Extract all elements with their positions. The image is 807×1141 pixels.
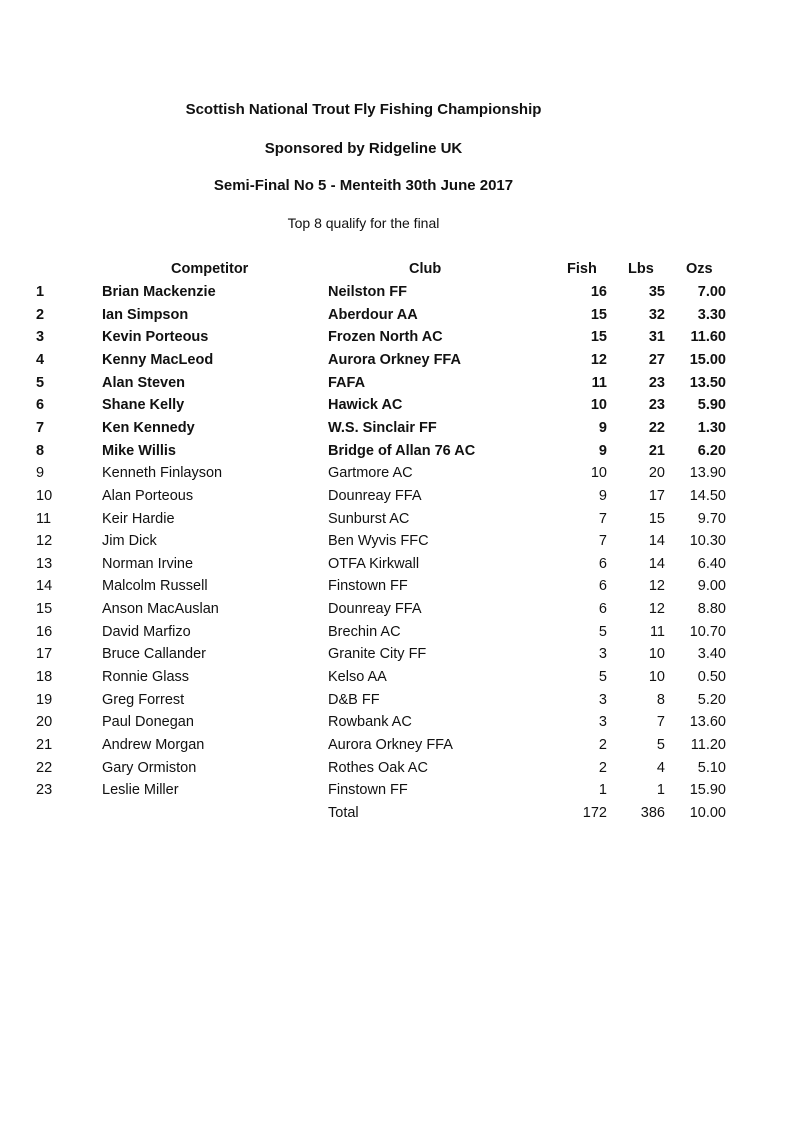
- weight-ozs: 10.30: [689, 533, 726, 550]
- position: 9: [36, 465, 45, 482]
- position: 14: [36, 578, 53, 595]
- weight-lbs: 7: [656, 714, 665, 731]
- fish-count: 7: [598, 533, 607, 550]
- position: 1: [36, 284, 45, 300]
- fish-count: 2: [598, 737, 607, 753]
- weight-lbs: 12: [648, 578, 665, 595]
- total-ozs: 10.00: [689, 804, 726, 821]
- club-name: Gartmore AC: [328, 465, 413, 482]
- fish-count: 9: [598, 419, 607, 436]
- table-row: [0, 443, 807, 466]
- club-name: D&B FF: [328, 691, 380, 708]
- table-row: [0, 624, 807, 647]
- header-ozs: Ozs: [686, 261, 713, 277]
- position: 16: [36, 623, 53, 640]
- weight-ozs: 6.40: [697, 555, 726, 572]
- fish-count: 3: [598, 646, 607, 663]
- table-row: [0, 420, 807, 443]
- weight-lbs: 8: [656, 691, 665, 708]
- competitor-name: Shane Kelly: [102, 397, 185, 414]
- weight-ozs: 3.40: [697, 646, 726, 663]
- weight-lbs: 15: [648, 510, 665, 527]
- sponsor-line: Sponsored by Ridgeline UK: [264, 140, 463, 157]
- club-name: Dounreay FFA: [328, 487, 422, 504]
- fish-count: 6: [598, 601, 607, 618]
- club-name: OTFA Kirkwall: [328, 555, 420, 572]
- club-name: Sunburst AC: [328, 510, 410, 527]
- table-row: [0, 578, 807, 601]
- club-name: Aurora Orkney FFA: [328, 737, 453, 753]
- weight-lbs: 17: [648, 487, 665, 504]
- table-row: [0, 329, 807, 352]
- table-row: [0, 307, 807, 330]
- position: 3: [36, 329, 45, 346]
- position: 23: [36, 782, 53, 799]
- position: 15: [36, 601, 53, 618]
- weight-ozs: 6.20: [697, 442, 726, 459]
- club-name: Aberdour AA: [328, 306, 418, 323]
- weight-lbs: 4: [656, 759, 665, 776]
- fish-count: 11: [591, 374, 607, 391]
- position: 17: [36, 646, 53, 663]
- competitor-name: Ken Kennedy: [102, 419, 195, 436]
- weight-ozs: 13.50: [689, 374, 726, 391]
- position: 21: [36, 737, 53, 753]
- club-name: Frozen North AC: [328, 329, 443, 346]
- weight-ozs: 5.90: [697, 397, 726, 414]
- weight-ozs: 9.70: [697, 510, 726, 527]
- weight-ozs: 14.50: [689, 487, 726, 504]
- competitor-name: David Marfizo: [102, 623, 191, 640]
- table-row: [0, 646, 807, 669]
- competitor-name: Anson MacAuslan: [102, 601, 219, 618]
- competitor-name: Alan Porteous: [102, 487, 194, 504]
- weight-ozs: 13.60: [689, 714, 726, 731]
- weight-ozs: 5.10: [697, 759, 726, 776]
- fish-count: 3: [598, 714, 607, 731]
- club-name: Aurora Orkney FFA: [328, 351, 461, 368]
- table-row: [0, 488, 807, 511]
- club-name: Rowbank AC: [328, 714, 412, 731]
- weight-lbs: 31: [648, 329, 665, 346]
- competitor-name: Brian Mackenzie: [102, 284, 216, 300]
- header-lbs: Lbs: [628, 261, 654, 277]
- competitor-name: Kevin Porteous: [102, 329, 209, 346]
- weight-lbs: 10: [648, 669, 665, 686]
- table-row: [0, 352, 807, 375]
- table-row: [0, 284, 807, 307]
- position: 11: [36, 510, 52, 527]
- fish-count: 16: [590, 284, 607, 300]
- fish-count: 9: [598, 442, 607, 459]
- table-row: [0, 714, 807, 737]
- club-name: Ben Wyvis FFC: [328, 533, 429, 550]
- competitor-name: Greg Forrest: [102, 691, 185, 708]
- fish-count: 6: [598, 578, 607, 595]
- weight-ozs: 8.80: [697, 601, 726, 618]
- position: 13: [36, 555, 53, 572]
- club-name: Granite City FF: [328, 646, 427, 663]
- fish-count: 12: [590, 351, 607, 368]
- position: 10: [36, 487, 53, 504]
- competitor-name: Leslie Miller: [102, 782, 179, 799]
- header-competitor: Competitor: [171, 261, 249, 277]
- club-name: FAFA: [328, 374, 366, 391]
- competitor-name: Andrew Morgan: [102, 737, 205, 753]
- weight-lbs: 14: [648, 533, 665, 550]
- fish-count: 2: [598, 759, 607, 776]
- weight-lbs: 20: [648, 465, 665, 482]
- competitor-name: Malcolm Russell: [102, 578, 208, 595]
- position: 19: [36, 691, 53, 708]
- position: 12: [36, 533, 53, 550]
- weight-ozs: 9.00: [697, 578, 726, 595]
- weight-ozs: 3.30: [697, 306, 726, 323]
- weight-lbs: 11: [649, 623, 665, 640]
- competitor-name: Norman Irvine: [102, 555, 194, 572]
- total-lbs: 386: [640, 804, 665, 821]
- qualification-note: Top 8 qualify for the final: [287, 215, 440, 231]
- table-row: [0, 511, 807, 534]
- weight-ozs: 11.20: [690, 737, 726, 753]
- table-row: [0, 737, 807, 760]
- weight-lbs: 5: [656, 737, 665, 753]
- total-label: Total: [328, 804, 359, 821]
- header-fish: Fish: [567, 261, 597, 277]
- position: 4: [36, 351, 45, 368]
- weight-ozs: 0.50: [697, 669, 726, 686]
- weight-lbs: 14: [648, 555, 665, 572]
- position: 6: [36, 397, 45, 414]
- competitor-name: Kenny MacLeod: [102, 351, 214, 368]
- competitor-name: Ronnie Glass: [102, 669, 190, 686]
- weight-lbs: 23: [648, 374, 665, 391]
- competitor-name: Kenneth Finlayson: [102, 465, 223, 482]
- position: 22: [36, 759, 53, 776]
- club-name: Dounreay FFA: [328, 601, 422, 618]
- table-row: [0, 465, 807, 488]
- fish-count: 10: [590, 397, 607, 414]
- club-name: Hawick AC: [328, 397, 403, 414]
- fish-count: 15: [590, 329, 607, 346]
- club-name: Finstown FF: [328, 578, 408, 595]
- fish-count: 5: [598, 623, 607, 640]
- weight-ozs: 10.70: [689, 623, 726, 640]
- total-fish: 172: [582, 804, 607, 821]
- fish-count: 6: [598, 555, 607, 572]
- header-club: Club: [409, 261, 442, 277]
- club-name: Neilston FF: [328, 284, 407, 300]
- competitor-name: Mike Willis: [102, 442, 177, 459]
- position: 7: [36, 419, 45, 436]
- fish-count: 10: [590, 465, 607, 482]
- weight-lbs: 1: [656, 782, 665, 799]
- competitor-name: Gary Ormiston: [102, 759, 197, 776]
- results-table-header: [0, 261, 807, 284]
- competitor-name: Keir Hardie: [102, 510, 175, 527]
- weight-ozs: 11.60: [690, 329, 726, 346]
- position: 2: [36, 306, 45, 323]
- fish-count: 1: [598, 782, 607, 799]
- weight-lbs: 35: [648, 284, 665, 300]
- total-row: [0, 805, 807, 828]
- club-name: Rothes Oak AC: [328, 759, 428, 776]
- fish-count: 3: [598, 691, 607, 708]
- fish-count: 7: [598, 510, 607, 527]
- weight-ozs: 5.20: [697, 691, 726, 708]
- weight-ozs: 13.90: [689, 465, 726, 482]
- fish-count: 9: [598, 487, 607, 504]
- weight-ozs: 7.00: [697, 284, 726, 300]
- competitor-name: Ian Simpson: [102, 306, 189, 323]
- weight-ozs: 1.30: [697, 419, 726, 436]
- weight-lbs: 12: [648, 601, 665, 618]
- table-row: [0, 375, 807, 398]
- club-name: Brechin AC: [328, 623, 401, 640]
- club-name: Kelso AA: [328, 669, 387, 686]
- fish-count: 15: [590, 306, 607, 323]
- weight-lbs: 32: [648, 306, 665, 323]
- weight-lbs: 27: [648, 351, 665, 368]
- table-row: [0, 601, 807, 624]
- table-row: [0, 782, 807, 805]
- table-row: [0, 533, 807, 556]
- table-row: [0, 397, 807, 420]
- table-row: [0, 692, 807, 715]
- weight-lbs: 10: [648, 646, 665, 663]
- competitor-name: Bruce Callander: [102, 646, 206, 663]
- position: 8: [36, 442, 45, 459]
- weight-lbs: 22: [648, 419, 665, 436]
- position: 20: [36, 714, 53, 731]
- table-row: [0, 760, 807, 783]
- club-name: W.S. Sinclair FF: [328, 419, 437, 436]
- document-title: Scottish National Trout Fly Fishing Championship: [185, 101, 542, 118]
- competitor-name: Jim Dick: [102, 533, 157, 550]
- table-row: [0, 556, 807, 579]
- competitor-name: Alan Steven: [102, 374, 185, 391]
- weight-lbs: 21: [648, 442, 665, 459]
- competitor-name: Paul Donegan: [102, 714, 194, 731]
- position: 18: [36, 669, 53, 686]
- weight-lbs: 23: [648, 397, 665, 414]
- club-name: Bridge of Allan 76 AC: [328, 442, 476, 459]
- weight-ozs: 15.00: [689, 351, 726, 368]
- table-row: [0, 669, 807, 692]
- position: 5: [36, 374, 45, 391]
- weight-ozs: 15.90: [689, 782, 726, 799]
- event-subtitle: Semi-Final No 5 - Menteith 30th June 2017: [213, 177, 514, 194]
- fish-count: 5: [598, 669, 607, 686]
- club-name: Finstown FF: [328, 782, 408, 799]
